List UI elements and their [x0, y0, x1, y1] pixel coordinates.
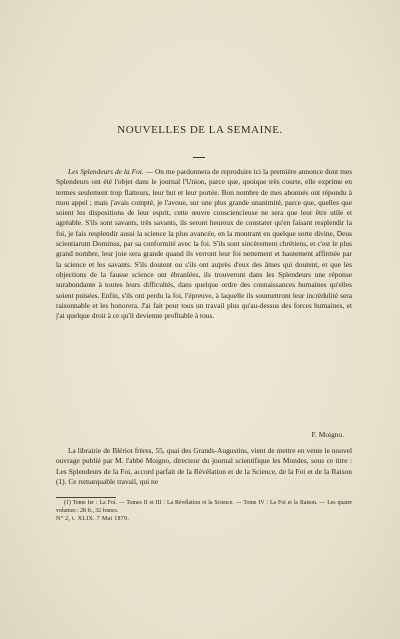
heading-separator: [193, 157, 205, 158]
article-paragraph: [56, 167, 352, 321]
announcement-paragraph: La librairie de Blériot frères, 55, quai des Grands-Augustins, vient de mettre en vente le nouvel ouvrage publié par M. l'abbé Moigno, directeur du journal scientifique les Mondes, sous ce titre : Les Splendeurs de la Foi, accord parfait de la Révélation et de la Science, de la Foi et de la Raison (1). Ce remarquable travail, qui ne: [56, 446, 352, 486]
section-heading: NOUVELLES DE LA SEMAINE.: [117, 124, 283, 136]
footnote-rule: [56, 497, 116, 498]
signature: F. Moigno.: [311, 430, 344, 439]
footnote: (1) Tome Ier : La Foi. — Tomes II et III : La Révélation et la Science. — Tome IV : La Foi et la Raison. — Les quatre volumes : 28 fr., 32 francs.: [56, 500, 352, 514]
issue-folio: N° 2, t. XLIX. 7 Mai 1879.: [56, 516, 130, 522]
article-lead: Les Splendeurs de la Foi.: [68, 167, 144, 176]
article-body: — On me pardonnera de reproduire ici la première annonce dont mes Splendeurs ont été l'objet dans le journal l'Union, parce que, quoique très courte, elle exprime en termes seulement trop flatteurs, leur but et leur portée. Bon nombre de mes abonnés ont répondu à mon appel ; mais j'avais compté, je l'avoue, sur une plus grande unanimité, parce que, quelles que soient les dispositions de leur esprit, cette œuvre consciencieuse ne sera que leur être utile et agréable. S'ils sont savants, très savants, ils seront heureux de constater qu'en faisant resplendir la foi, je fais resplendir aussi la science la plus avancée, en la montrant en quelque sorte divine, Deus scientiarum Dominus, par sa conformité avec la foi. S'ils sont sincèrement chrétiens, et c'est le plus grand nombre, leur joie sera grande quand ils verront leur foi nettement et hautement affirmée par la science et les savants. S'ils doutent ou s'ils ont auprès d'eux des âmes qui doutent, et que les objections de la fausse science ont ébranlées, ils trouveront dans les Splendeurs une réponse surabondante à toutes leurs difficultés, dans quelque ordre des connaissances humaines qu'elles soient puisées. Enfin, s'ils ont perdu la foi, l'épreuve, à laquelle ils soumettront leur incrédulité sera raisonnable et les honorera. J'ai fait pour tous un travail plus qu'au-dessus des forces humaines, et j'ai quelque droit à ce qu'il devienne profitable à tous.: [56, 167, 352, 321]
